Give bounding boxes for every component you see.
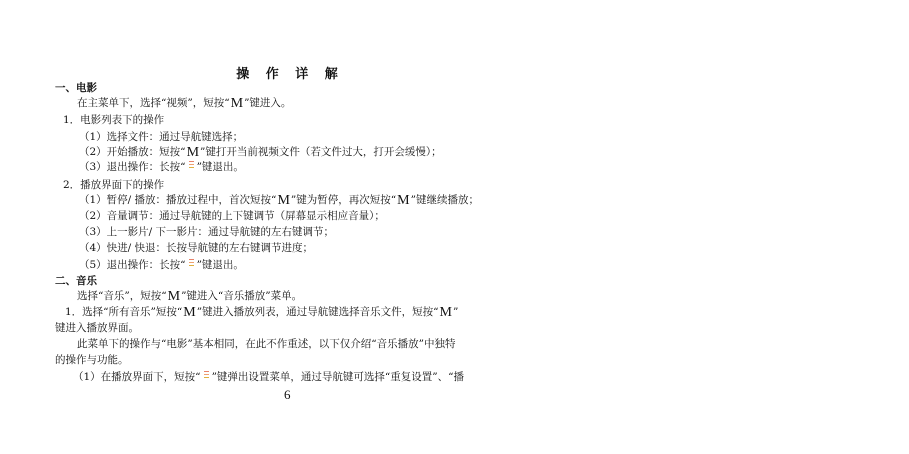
movie-sub1-heading: 1．电影列表下的操作 (63, 114, 165, 126)
text-fragment: （2）开始播放：短按“ (79, 146, 186, 158)
movie-sub2-item4: （4）快进/ 快退：长按导航键的左右键调节进度； (79, 242, 314, 254)
text-fragment: ”键进入播放列表，通过导航键选择音乐文件，短按“ (196, 306, 439, 318)
menu-key-icon (187, 160, 196, 171)
m-key-label: M (230, 96, 244, 111)
movie-sub2-item2: （2）音量调节：通过导航键的上下键调节（屏幕显示相应音量）； (79, 210, 385, 222)
music-step1-continued: 键进入播放界面。 (55, 322, 139, 334)
text-fragment: 选择“音乐”，短按“ (77, 290, 167, 302)
text-fragment: （1）在播放界面下，短按“ (73, 371, 201, 383)
m-key-label: M (277, 193, 290, 208)
text-fragment: ”键继续播放； (410, 194, 479, 206)
music-intro (77, 289, 302, 304)
text-fragment: ” (452, 306, 459, 318)
music-item1 (73, 370, 464, 384)
text-fragment: 1．选择“所有音乐”短按“ (65, 306, 183, 318)
text-fragment: （5）退出操作：长按“ (79, 259, 186, 271)
section-heading-movie: 一、电影 (55, 82, 97, 94)
text-fragment: ”键进入。 (244, 97, 292, 109)
movie-sub1-item3 (79, 160, 244, 174)
text-fragment: ”键退出。 (196, 161, 244, 173)
movie-sub2-heading: 2．播放界面下的操作 (63, 179, 165, 191)
text-fragment: ”键打开当前视频文件（若文件过大，打开会缓慢）； (200, 146, 442, 158)
text-fragment: ”键进入“音乐播放”菜单。 (181, 290, 303, 302)
music-paragraph-line1: 此菜单下的操作与“电影”基本相同，在此不作重述，以下仅介绍“音乐播放”中独特 (77, 338, 456, 350)
menu-key-icon (202, 370, 211, 381)
section-heading-music: 二、音乐 (55, 275, 97, 287)
m-key-label: M (397, 193, 410, 208)
movie-sub2-item5 (79, 258, 244, 272)
movie-sub2-item3: （3）上一影片/ 下一影片：通过导航键的左右键调节； (79, 226, 335, 238)
text-fragment: 在主菜单下，选择“视频”，短按“ (77, 97, 230, 109)
m-key-label: M (167, 289, 181, 304)
page-number: 6 (284, 387, 291, 402)
text-fragment: （3）退出操作：长按“ (79, 161, 186, 173)
movie-sub2-item1 (79, 193, 479, 208)
music-paragraph-line2: 的操作与功能。 (55, 354, 129, 366)
m-key-label: M (186, 145, 200, 160)
text-fragment: ”键为暂停，再次短按“ (290, 194, 397, 206)
page-title: 操 作 详 解 (236, 67, 344, 82)
menu-key-icon (187, 258, 196, 269)
movie-sub1-item1: （1）选择文件：通过导航键选择； (79, 131, 244, 143)
movie-intro (77, 96, 291, 111)
m-key-label: M (439, 305, 452, 320)
text-fragment: ”键退出。 (196, 259, 244, 271)
music-step1 (65, 305, 458, 320)
text-fragment: ”键弹出设置菜单，通过导航键可选择“重复设置”、“播 (211, 371, 465, 383)
movie-sub1-item2 (79, 145, 442, 160)
m-key-label: M (183, 305, 196, 320)
text-fragment: （1）暂停/ 播放：播放过程中，首次短按“ (79, 194, 277, 206)
